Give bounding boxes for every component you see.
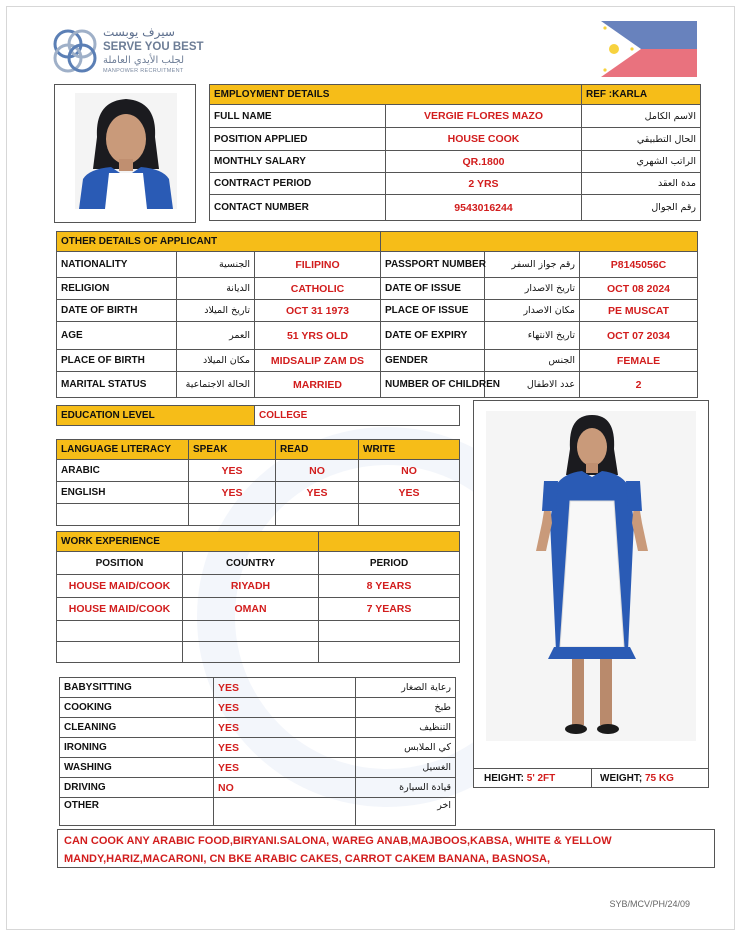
table-row xyxy=(210,105,701,128)
work-experience-table xyxy=(56,531,460,663)
position-applied-value: HOUSE COOK xyxy=(386,128,582,151)
applicant-full-body-photo xyxy=(486,411,696,741)
skill-arabic: رعاية الصغار xyxy=(356,678,456,698)
empty-cell xyxy=(276,504,359,526)
skill-arabic: التنظيف xyxy=(356,718,456,738)
date-of-expiry-label: DATE OF EXPIRY xyxy=(381,322,485,350)
work-period: 7 YEARS xyxy=(319,598,460,621)
language-literacy-header: LANGUAGE LITERACY xyxy=(57,440,189,460)
date-of-expiry-arabic: تاريخ الانتهاء xyxy=(485,322,580,350)
skill-label: IRONING xyxy=(60,738,214,758)
religion-arabic: الديانة xyxy=(177,278,255,300)
skill-arabic: طبخ xyxy=(356,698,456,718)
speak-header: SPEAK xyxy=(189,440,276,460)
table-row xyxy=(210,173,701,195)
language-name: ARABIC xyxy=(57,460,189,482)
work-position: HOUSE MAID/COOK xyxy=(57,575,183,598)
contract-period-label: CONTRACT PERIOD xyxy=(210,173,386,195)
height-cell xyxy=(474,769,592,788)
table-row xyxy=(57,460,460,482)
empty-cell xyxy=(189,504,276,526)
table-row xyxy=(57,642,460,663)
cv-page xyxy=(6,6,735,930)
other-details-header-blank xyxy=(381,232,698,252)
skill-value: YES xyxy=(214,738,356,758)
table-row xyxy=(57,621,460,642)
read-value: NO xyxy=(276,460,359,482)
table-row xyxy=(57,300,698,322)
read-header: READ xyxy=(276,440,359,460)
number-of-children-arabic: عدد الاطفال xyxy=(485,372,580,398)
table-row xyxy=(57,350,698,372)
full-name-arabic: الاسم الكامل xyxy=(582,105,701,128)
empty-cell xyxy=(183,621,319,642)
table-row xyxy=(210,151,701,173)
skill-label: CLEANING xyxy=(60,718,214,738)
skill-value xyxy=(214,798,356,826)
marital-status-value: MARRIED xyxy=(255,372,381,398)
table-row xyxy=(60,678,456,698)
applicant-portrait-photo xyxy=(75,93,177,209)
company-logo xyxy=(51,25,221,77)
logo-english-tagline: MANPOWER RECRUITMENT xyxy=(103,68,184,74)
age-label: AGE xyxy=(57,322,177,350)
work-country: OMAN xyxy=(183,598,319,621)
table-row xyxy=(57,504,460,526)
weight-value: 75 KG xyxy=(645,773,674,784)
date-of-issue-label: DATE OF ISSUE xyxy=(381,278,485,300)
education-level-value: COLLEGE xyxy=(255,406,460,426)
document-reference: SYB/MCV/PH/24/09 xyxy=(609,899,690,909)
gender-value: FEMALE xyxy=(580,350,698,372)
date-of-birth-arabic: تاريخ الميلاد xyxy=(177,300,255,322)
language-name: ENGLISH xyxy=(57,482,189,504)
period-column-header: PERIOD xyxy=(319,552,460,575)
cooking-remarks: CAN COOK ANY ARABIC FOOD,BIRYANI.SALONA, WAREG ANAB,MAJBOOS,KABSA, WHITE & YELLOW MANDY,HARIZ,MACARONI, CN BKE ARABIC CAKES, CARROT CAKEM BANANA, BASNOSA, xyxy=(57,829,715,868)
empty-cell xyxy=(57,621,183,642)
date-of-birth-label: DATE OF BIRTH xyxy=(57,300,177,322)
skills-table xyxy=(59,677,456,826)
date-of-issue-arabic: تاريخ الاصدار xyxy=(485,278,580,300)
table-row xyxy=(60,718,456,738)
weight-cell xyxy=(592,769,708,788)
monthly-salary-label: MONTHLY SALARY xyxy=(210,151,386,173)
contact-number-label: CONTACT NUMBER xyxy=(210,195,386,221)
logo-english-name: SERVE YOU BEST xyxy=(103,41,204,53)
passport-number-arabic: رقم جواز السفر xyxy=(485,252,580,278)
skill-label: WASHING xyxy=(60,758,214,778)
monthly-salary-arabic: الراتب الشهري xyxy=(582,151,701,173)
skill-label: DRIVING xyxy=(60,778,214,798)
position-column-header: POSITION xyxy=(57,552,183,575)
other-details-header: OTHER DETAILS OF APPLICANT xyxy=(57,232,381,252)
table-row xyxy=(60,798,456,826)
place-of-issue-arabic: مكان الاصدار xyxy=(485,300,580,322)
work-period: 8 YEARS xyxy=(319,575,460,598)
language-literacy-table xyxy=(56,439,460,526)
place-of-birth-label: PLACE OF BIRTH xyxy=(57,350,177,372)
table-row xyxy=(57,372,698,398)
skill-value: YES xyxy=(214,718,356,738)
nationality-value: FILIPINO xyxy=(255,252,381,278)
speak-value: YES xyxy=(189,482,276,504)
table-row xyxy=(60,698,456,718)
skill-arabic: الغسيل xyxy=(356,758,456,778)
marital-status-arabic: الحالة الاجتماعية xyxy=(177,372,255,398)
table-row xyxy=(60,778,456,798)
table-row xyxy=(57,252,698,278)
table-row xyxy=(57,598,460,621)
read-value: YES xyxy=(276,482,359,504)
full-body-photo-frame xyxy=(473,400,709,788)
contract-period-arabic: مدة العقد xyxy=(582,173,701,195)
write-value: YES xyxy=(359,482,460,504)
number-of-children-label: NUMBER OF CHILDREN xyxy=(381,372,485,398)
nationality-label: NATIONALITY xyxy=(57,252,177,278)
empty-cell xyxy=(359,504,460,526)
skill-label: COOKING xyxy=(60,698,214,718)
speak-value: YES xyxy=(189,460,276,482)
work-experience-header: WORK EXPERIENCE xyxy=(57,532,319,552)
contact-number-arabic: رقم الجوال xyxy=(582,195,701,221)
work-position: HOUSE MAID/COOK xyxy=(57,598,183,621)
skill-arabic: قيادة السيارة xyxy=(356,778,456,798)
table-row xyxy=(57,278,698,300)
full-name-value: VERGIE FLORES MAZO xyxy=(386,105,582,128)
nationality-arabic: الجنسية xyxy=(177,252,255,278)
write-header: WRITE xyxy=(359,440,460,460)
empty-cell xyxy=(57,642,183,663)
age-arabic: العمر xyxy=(177,322,255,350)
table-row xyxy=(60,758,456,778)
place-of-birth-arabic: مكان الميلاد xyxy=(177,350,255,372)
ref-label: REF :KARLA xyxy=(582,85,701,105)
measurements-row xyxy=(474,768,708,788)
work-experience-header-blank xyxy=(319,532,460,552)
skill-label: BABYSITTING xyxy=(60,678,214,698)
passport-number-label: PASSPORT NUMBER xyxy=(381,252,485,278)
skill-value: YES xyxy=(214,678,356,698)
age-value: 51 YRS OLD xyxy=(255,322,381,350)
full-name-label: FULL NAME xyxy=(210,105,386,128)
religion-value: CATHOLIC xyxy=(255,278,381,300)
gender-label: GENDER xyxy=(381,350,485,372)
date-of-birth-value: OCT 31 1973 xyxy=(255,300,381,322)
employment-details-header: EMPLOYMENT DETAILS xyxy=(210,85,582,105)
education-level-label: EDUCATION LEVEL xyxy=(57,406,255,426)
table-row xyxy=(57,322,698,350)
skill-label: OTHER xyxy=(60,798,214,826)
logo-rings-icon xyxy=(51,25,99,77)
empty-cell xyxy=(319,642,460,663)
country-column-header: COUNTRY xyxy=(183,552,319,575)
contract-period-value: 2 YRS xyxy=(386,173,582,195)
write-value: NO xyxy=(359,460,460,482)
marital-status-label: MARITAL STATUS xyxy=(57,372,177,398)
contact-number-value: 9543016244 xyxy=(386,195,582,221)
height-value: 5' 2FT xyxy=(526,773,556,784)
skill-arabic: كي الملابس xyxy=(356,738,456,758)
skill-value: YES xyxy=(214,758,356,778)
empty-cell xyxy=(57,504,189,526)
table-row xyxy=(210,195,701,221)
place-of-issue-label: PLACE OF ISSUE xyxy=(381,300,485,322)
other-details-table xyxy=(56,231,698,398)
religion-label: RELIGION xyxy=(57,278,177,300)
empty-cell xyxy=(319,621,460,642)
work-country: RIYADH xyxy=(183,575,319,598)
weight-label: WEIGHT; xyxy=(600,773,643,784)
table-row xyxy=(210,128,701,151)
monthly-salary-value: QR.1800 xyxy=(386,151,582,173)
position-applied-label: POSITION APPLIED xyxy=(210,128,386,151)
date-of-expiry-value: OCT 07 2034 xyxy=(580,322,698,350)
number-of-children-value: 2 xyxy=(580,372,698,398)
passport-number-value: P8145056C xyxy=(580,252,698,278)
place-of-birth-value: MIDSALIP ZAM DS xyxy=(255,350,381,372)
skill-arabic: اخر xyxy=(356,798,456,826)
height-label: HEIGHT: xyxy=(484,773,524,784)
gender-arabic: الجنس xyxy=(485,350,580,372)
empty-cell xyxy=(183,642,319,663)
table-row xyxy=(60,738,456,758)
education-table xyxy=(56,405,460,426)
place-of-issue-value: PE MUSCAT xyxy=(580,300,698,322)
applicant-photo-frame xyxy=(54,84,196,223)
position-applied-arabic: الحال التطبيقي xyxy=(582,128,701,151)
employment-details-table xyxy=(209,84,701,221)
logo-arabic-name: سيرف يوبست xyxy=(103,25,175,39)
table-row xyxy=(57,575,460,598)
logo-arabic-tagline: لجلب الأيدي العاملة xyxy=(103,55,185,66)
philippines-flag-icon xyxy=(601,21,697,77)
table-row xyxy=(57,482,460,504)
date-of-issue-value: OCT 08 2024 xyxy=(580,278,698,300)
skill-value: YES xyxy=(214,698,356,718)
skill-value: NO xyxy=(214,778,356,798)
